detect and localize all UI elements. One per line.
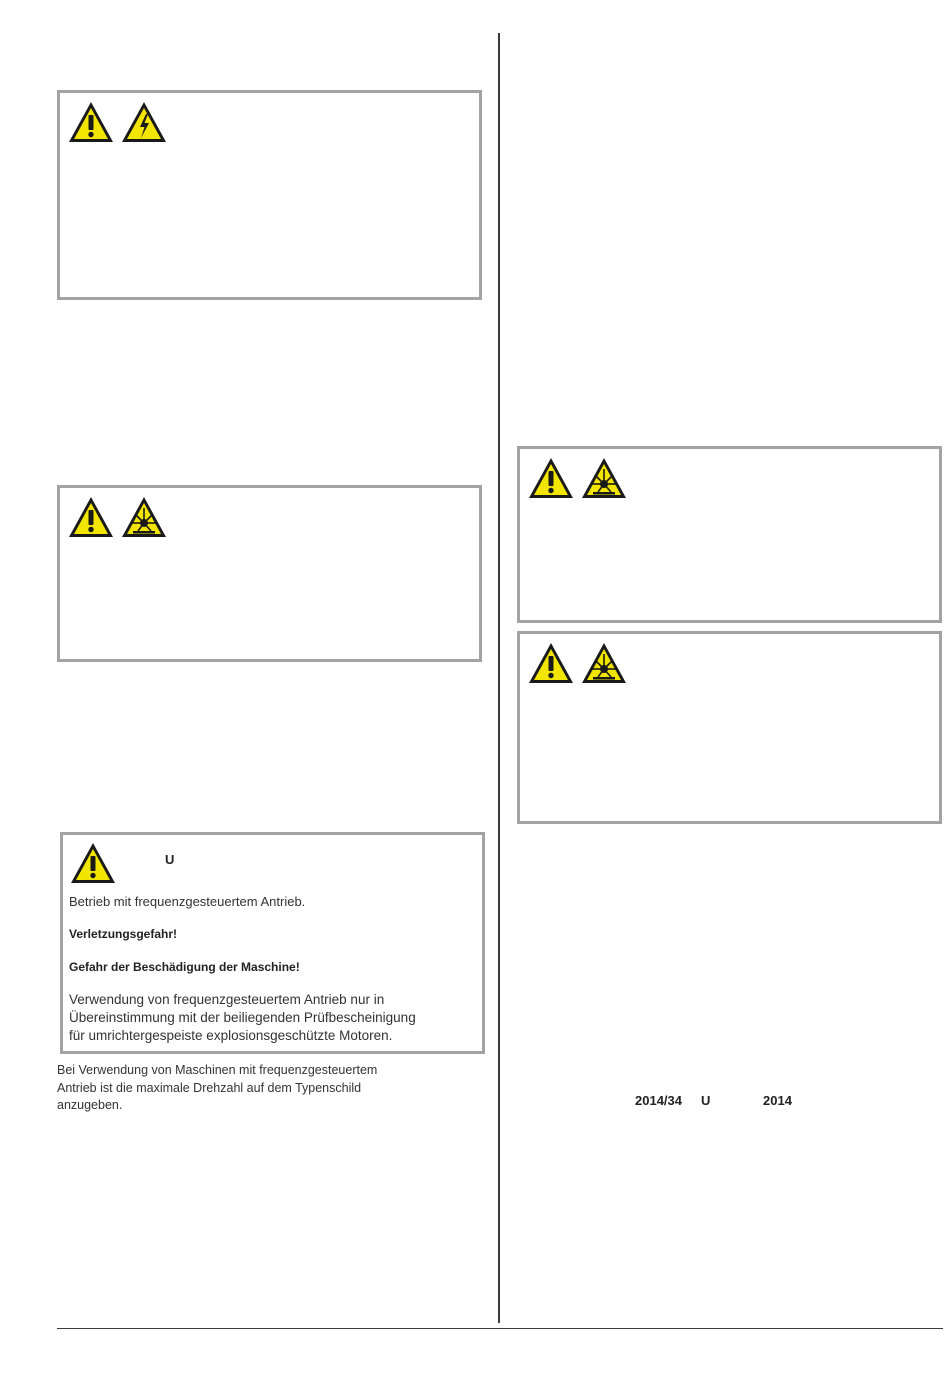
warning-body-line: Übereinstimmung mit der beiliegenden Prüfbescheinigung	[69, 1010, 416, 1025]
warning-line: Betrieb mit frequenzgesteuertem Antrieb.	[69, 894, 306, 909]
warning-hazard: Verletzungsgefahr!	[69, 927, 178, 941]
directive-year: 2014	[763, 1093, 792, 1108]
warning-title: U	[165, 852, 175, 867]
warning-icon	[69, 841, 117, 885]
explosion-hazard-icon	[120, 495, 168, 539]
warning-box-frequency-drive	[60, 832, 485, 1054]
note-line: Bei Verwendung von Maschinen mit frequenzgesteuertem	[57, 1063, 378, 1077]
explosion-hazard-icon	[580, 641, 628, 685]
warning-box-explosion-2	[517, 446, 942, 623]
warning-body	[69, 991, 416, 1045]
explosion-hazard-icon	[580, 456, 628, 500]
column-divider	[498, 33, 500, 1323]
warning-body-line: Verwendung von frequenzgesteuertem Antrieb nur in	[69, 992, 385, 1007]
note-paragraph	[57, 1062, 377, 1115]
directive-number: 2014/34	[635, 1093, 682, 1108]
note-line: Antrieb ist die maximale Drehzahl auf dem Typenschild	[57, 1080, 362, 1095]
note-line: anzugeben.	[57, 1098, 123, 1112]
warning-box-explosion-1	[57, 485, 482, 662]
warning-body-line: für umrichtergespeiste explosionsgeschützte Motoren.	[69, 1028, 393, 1043]
warning-hazard: Gefahr der Beschädigung der Maschine!	[69, 960, 300, 974]
warning-box-electric	[57, 90, 482, 300]
electric-hazard-icon	[120, 100, 168, 144]
footer-rule	[57, 1328, 943, 1329]
directive-letter: U	[701, 1093, 711, 1108]
warning-icon	[527, 641, 575, 685]
warning-box-explosion-3	[517, 631, 942, 824]
warning-icon	[67, 495, 115, 539]
warning-icon	[67, 100, 115, 144]
warning-icon	[527, 456, 575, 500]
